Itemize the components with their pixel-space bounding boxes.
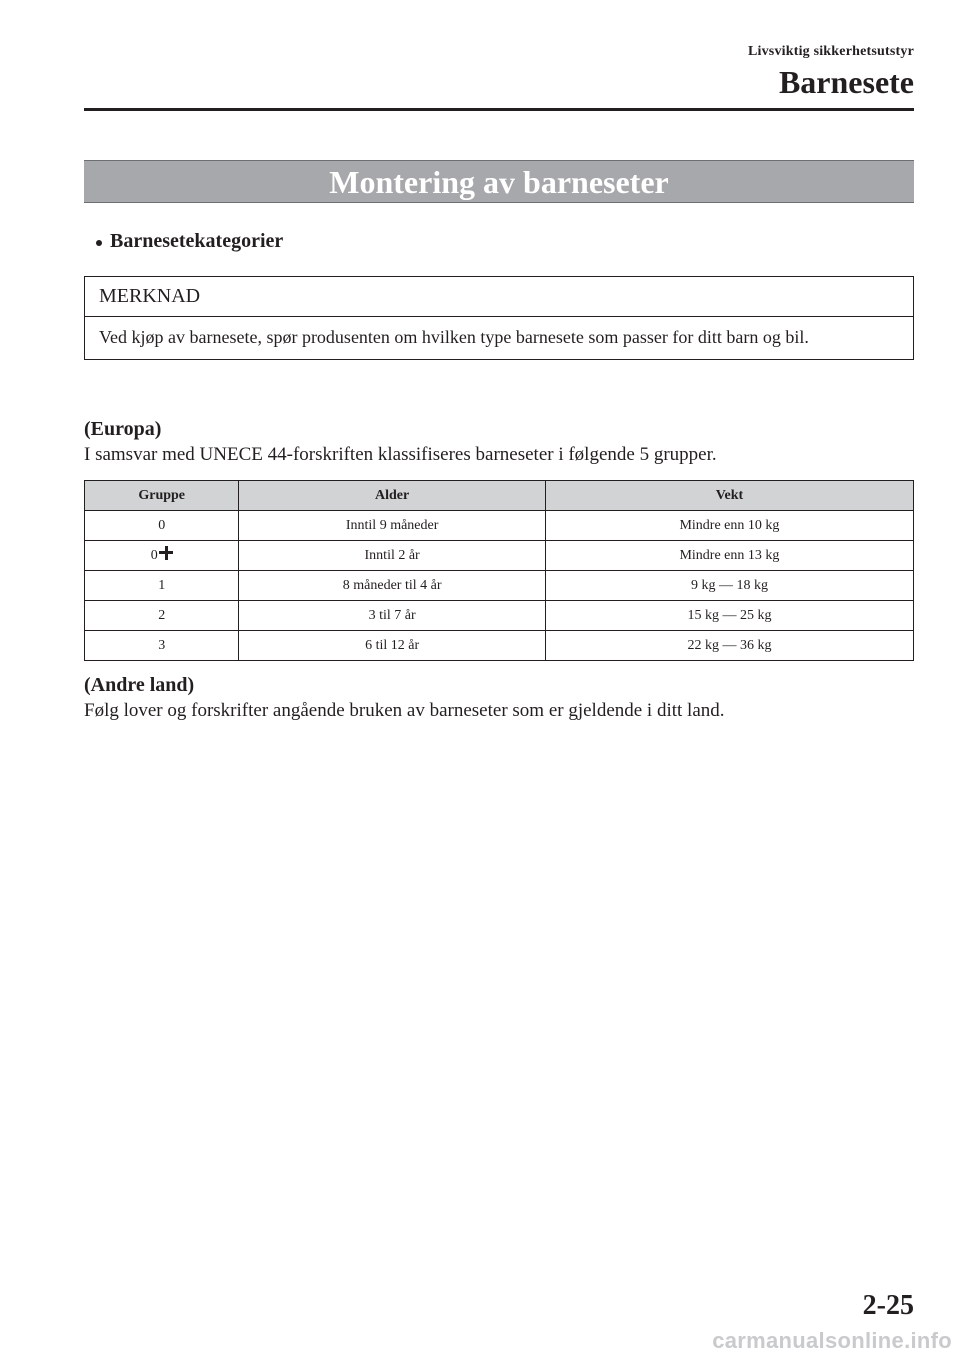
europe-heading: (Europa) — [84, 418, 162, 440]
section-title: Montering av barneseter — [329, 163, 669, 200]
chapter-title: Barnesete — [778, 64, 914, 100]
table-row — [85, 541, 914, 571]
group-value: 0 — [150, 547, 158, 563]
group-value: 2 — [158, 607, 166, 623]
group-value: 1 — [158, 577, 166, 593]
other-countries-text: Følg lover og forskrifter angående bruken av barneseter som er gjeldende i ditt land. — [84, 700, 725, 721]
group-cell — [85, 541, 239, 571]
group-value: 0 — [158, 517, 166, 533]
plus-icon — [159, 546, 173, 560]
column-header-age: Alder — [239, 481, 546, 511]
group-cell — [85, 631, 239, 661]
note-box — [84, 276, 914, 360]
page-number: 2-25 — [862, 1290, 914, 1321]
age-cell: Inntil 2 år — [239, 541, 546, 571]
weight-cell: Mindre enn 10 kg — [545, 511, 913, 541]
europe-text: I samsvar med UNECE 44-forskriften klassifiseres barneseter i følgende 5 grupper. — [84, 444, 717, 465]
note-title: MERKNAD — [85, 277, 913, 317]
subsection-heading: Barnesetekategorier — [110, 230, 284, 252]
group-value: 3 — [158, 637, 166, 653]
table-row — [85, 571, 914, 601]
column-header-group: Gruppe — [85, 481, 239, 511]
weight-cell: 9 kg ― 18 kg — [545, 571, 913, 601]
group-cell — [85, 571, 239, 601]
section-banner — [84, 160, 914, 203]
age-cell: 8 måneder til 4 år — [239, 571, 546, 601]
age-cell: 6 til 12 år — [239, 631, 546, 661]
column-header-weight: Vekt — [545, 481, 913, 511]
weight-cell: 22 kg ― 36 kg — [545, 631, 913, 661]
group-cell — [85, 601, 239, 631]
section-label: Livsviktig sikkerhetsutstyr — [747, 44, 914, 59]
running-header — [748, 44, 914, 100]
table-row — [85, 601, 914, 631]
note-text: Ved kjøp av barnesete, spør produsenten om hvilken type barnesete som passer for ditt barn og bil. — [99, 327, 809, 347]
header-divider — [84, 108, 914, 111]
table-header-row — [85, 481, 914, 511]
age-cell: Inntil 9 måneder — [239, 511, 546, 541]
other-countries-heading: (Andre land) — [84, 674, 195, 696]
age-cell: 3 til 7 år — [239, 601, 546, 631]
table-row — [85, 511, 914, 541]
weight-cell: Mindre enn 13 kg — [545, 541, 913, 571]
table-row — [85, 631, 914, 661]
group-cell — [85, 511, 239, 541]
weight-cell: 15 kg ― 25 kg — [545, 601, 913, 631]
child-seat-group-table — [84, 480, 914, 661]
watermark: carmanualsonline.info — [712, 1328, 952, 1353]
